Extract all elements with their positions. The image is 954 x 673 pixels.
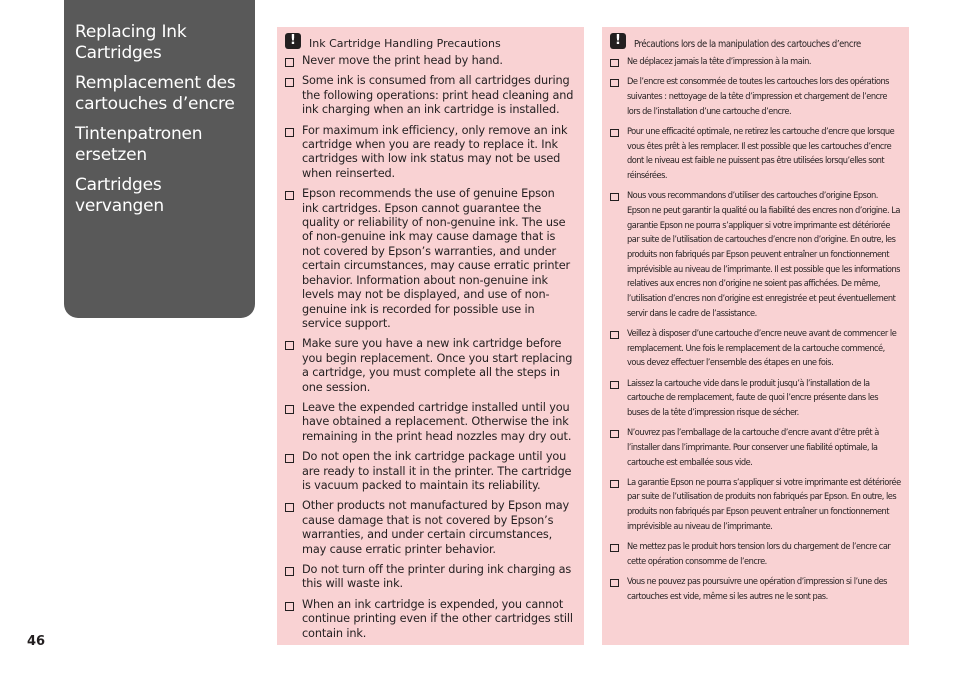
list-item: Do not open the ink cartridge package until you are ready to install it in the printer. The cartridge is vacuum packed to maintain its reliability. (285, 450, 574, 493)
list-item: Make sure you have a new ink cartridge before you begin replacement. Once you start replacing a cartridge, you must complete all the steps in one session. (285, 337, 574, 395)
checkbox-icon (610, 79, 619, 87)
checkbox-icon (610, 430, 619, 438)
checkbox-icon (285, 567, 294, 576)
checkbox-icon (285, 405, 294, 414)
warning-icon: ! (285, 33, 301, 49)
list-item: Pour une efficacité optimale, ne retirez les cartouche d’encre que lorsque vous êtes prêt à les remplacer. Il est possible que les cartouches d’encre dont le niveau est faible ne puissent pas être utilisées lorsqu’elles sont réinsérées. (610, 125, 901, 184)
checkbox-icon (285, 503, 294, 512)
checkbox-icon (610, 579, 619, 587)
sidebar-title-fr: Remplacement des cartouches d’encre (75, 73, 236, 114)
checkbox-icon (285, 128, 294, 137)
list-item: Ne mettez pas le produit hors tension lors du chargement de l’encre car cette opération consomme de l’encre. (610, 540, 901, 569)
list-item: Veillez à disposer d’une cartouche d’encre neuve avant de commencer le remplacement. Une fois le remplacement de la cartouche commencé, vous devez effectuer l’ensemble des étapes en une fois. (610, 327, 901, 371)
french-heading-text: Précautions lors de la manipulation des cartouches d’encre (634, 39, 861, 50)
checkbox-icon (285, 58, 294, 67)
checkbox-icon (285, 602, 294, 611)
checkbox-icon (610, 59, 619, 67)
sidebar-title-en: Replacing Ink Cartridges (75, 22, 187, 63)
checkbox-icon (285, 191, 294, 200)
list-item: N’ouvrez pas l’emballage de la cartouche d’encre avant d’être prêt à l’installer dans l’imprimante. Pour conserver une fiabilité optimale, la cartouche est emballée sous vide. (610, 426, 901, 470)
list-item: La garantie Epson ne pourra s’appliquer si votre imprimante est détériorée par suite de l’utilisation de produits non fabriqués par Epson. En outre, les produits non fabriqués par Epson peuvent entraîner un fonctionnement imprévisible au niveau de l’imprimante. (610, 476, 901, 535)
checkbox-icon (285, 341, 294, 350)
checkbox-icon (610, 193, 619, 201)
english-heading-text: Ink Cartridge Handling Precautions (309, 37, 501, 50)
list-item: For maximum ink efficiency, only remove an ink cartridge when you are ready to replace it. Ink cartridges with low ink status may not be used when reinserted. (285, 124, 574, 182)
english-heading (285, 33, 574, 51)
french-precautions-panel (602, 27, 909, 645)
list-item: Laissez la cartouche vide dans le produit jusqu’à l’installation de la cartouche de remplacement, faute de quoi l’encre présente dans les buses de la tête d’impression risque de sécher. (610, 377, 901, 421)
list-item: Other products not manufactured by Epson may cause damage that is not covered by Epson’s warranties, and under certain circumstances, may cause erratic printer behavior. (285, 499, 574, 557)
checkbox-icon (610, 331, 619, 339)
sidebar-title-de: Tintenpatronen ersetzen (75, 124, 203, 165)
checkbox-icon (610, 381, 619, 389)
list-item: Do not turn off the printer during ink charging as this will waste ink. (285, 563, 574, 592)
english-precautions-panel (277, 27, 584, 645)
french-heading (610, 33, 901, 52)
warning-icon: ! (610, 33, 626, 49)
list-item: Ne déplacez jamais la tête d’impression à la main. (610, 55, 901, 70)
page-number: 46 (27, 634, 46, 649)
list-item: Leave the expended cartridge installed until you have obtained a replacement. Otherwise the ink remaining in the print head nozzles may dry out. (285, 401, 574, 444)
sidebar-title-nl: Cartridges vervangen (75, 175, 164, 216)
checkbox-icon (610, 480, 619, 488)
section-sidebar (64, 0, 255, 318)
checkbox-icon (610, 544, 619, 552)
list-item: Nous vous recommandons d’utiliser des cartouches d’origine Epson. Epson ne peut garantir la qualité ou la fiabilité des encres non d’origine. La garantie Epson ne pourra s’appliquer si votre imprimante est détériorée par suite de l’utilisation de cartouches d’encre non d’origine. En outre, les produits non fabriqués par Epson peuvent entraîner un fonctionnement imprévisible au niveau de l’imprimante. Il est possible que les informations relatives aux encres non d’origine ne soient pas affichées. De même, l’utilisation d’encres non d’origine est enregistrée et peut éventuellement servir dans le cadre de l’assistance. (610, 189, 901, 321)
list-item: Never move the print head by hand. (285, 54, 574, 68)
list-item: Some ink is consumed from all cartridges during the following operations: print head cleaning and ink charging when an ink cartridge is installed. (285, 74, 574, 117)
list-item: When an ink cartridge is expended, you cannot continue printing even if the other cartridges still contain ink. (285, 598, 574, 641)
list-item: Epson recommends the use of genuine Epson ink cartridges. Epson cannot guarantee the quality or reliability of non-genuine ink. The use of non-genuine ink may cause damage that is not covered by Epson’s warranties, and under certain circumstances, may cause erratic printer behavior. Information about non-genuine ink levels may not be displayed, and use of non-genuine ink is recorded for possible use in service support. (285, 187, 574, 331)
list-item: De l’encre est consommée de toutes les cartouches lors des opérations suivantes : nettoyage de la tête d’impression et chargement de l’encre lors de l’installation d’une cartouche d’encre. (610, 75, 901, 119)
checkbox-icon (610, 129, 619, 137)
list-item: Vous ne pouvez pas poursuivre une opération d’impression si l’une des cartouches est vide, même si les autres ne le sont pas. (610, 575, 901, 604)
checkbox-icon (285, 78, 294, 87)
checkbox-icon (285, 454, 294, 463)
